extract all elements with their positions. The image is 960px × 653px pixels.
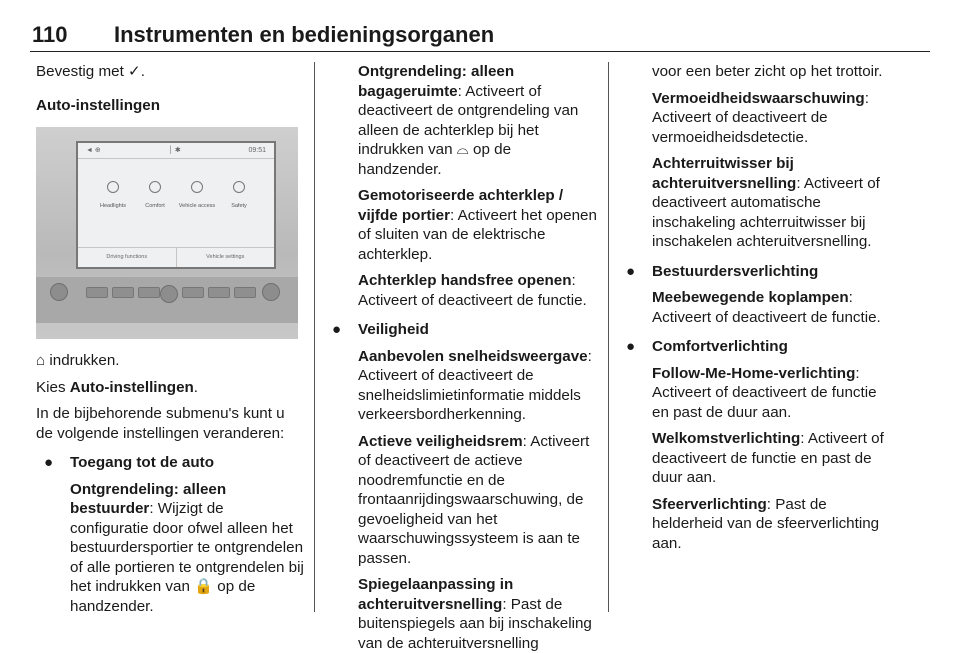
bullet-driver-lighting: ● Bestuurdersverlichting Meebewegende koplampen: Activeert of deactiveert de functie. [626, 262, 881, 326]
page-header [30, 22, 930, 52]
home-icon: ⌂ [36, 352, 46, 369]
bullet-comfort-lighting: ● Comfortverlichting Follow-Me-Home-verlichting: Activeert of deactiveert de functie en past de duur aan. Welkomstverlichting: Activeert of deactiveert de functie en past de duur aan. Sfeerverlichting: Past de helderheid van de sfeerverlichting aan. [626, 338, 884, 552]
section-title: Auto-instellingen [36, 96, 161, 114]
page-title: Instrumenten en bedieningsorganen [114, 22, 495, 47]
tile-vehicle-access: Vehicle access [178, 181, 216, 217]
column-2: Ontgrendeling: alleen bagageruimte: Activeert of deactiveert de ontgrendeling van alleen de achterklep bij het indrukken van ⌓ op de handzender. Gemotoriseerde achterklep / vijfde portier: Activeert het openen of sluiten van de elektrische achterklep. Achterklep handsfree openen: Activeert of deactiveert de functie. ● Veiligheid Aanbevolen snelheidsweergave: Activeert of deactiveert de snelheidslimietinformatie middels verkeersbordherkenning. Actieve veiligheidsrem: Activeert of deactiveert de actieve noodremfunctie en de frontaanrijdingswaarschuwing, de gevoeligheid van het waarschuwingssysteem is aan te passen. Spiegelaanpassing in achteruitversnelling: Past de buitenspiegels aan bij inschakeling van de achteruitversnelling [358, 62, 598, 653]
column-divider [608, 62, 609, 612]
confirm-text: Bevestig met ✓. [36, 63, 145, 80]
column-divider [314, 62, 315, 612]
infotainment-screen [76, 141, 276, 269]
left-knob [50, 283, 68, 301]
tile-headlights: Headlights [94, 181, 132, 217]
status-time: 09:51 [248, 147, 266, 154]
infotainment-photo [36, 127, 298, 339]
tile-comfort: Comfort [136, 181, 174, 217]
page-number: 110 [32, 22, 68, 47]
tile-safety: Safety [220, 181, 258, 217]
status-bar: ◄ ⊕ │ ✱ 09:51 [78, 143, 274, 159]
headlights-icon [107, 181, 119, 193]
bullet-safety: ● Veiligheid Aanbevolen snelheidsweergave: Activeert of deactiveert de snelheidslimietinformatie middels verkeersbordherkenning. Actieve veiligheidsrem: Activeert of deactiveert de actieve noodremfunctie en de frontaanrijdingswaarschuwing, de gevoeligheid van het waarschuwingssysteem is aan te passen. Spiegelaanpassing in achteruitversnelling: Past de buitenspiegels aan bij inschakeling van de achteruitversnelling [332, 321, 592, 652]
screen-bottom-buttons [78, 247, 274, 267]
volume-knob [160, 285, 178, 303]
submenu-intro: In de bijbehorende submenu's kunt u de volgende instellingen veranderen: [36, 405, 285, 442]
driving-functions-button: Driving functions [78, 248, 177, 267]
auto-settings-label: Auto-instellingen [69, 378, 194, 396]
safety-icon [233, 181, 245, 193]
vehicle-access-icon [191, 181, 203, 193]
column-1: Bevestig met ✓. Auto-instellingen ◄ ⊕ │ ✱ 09:51 Headlights Comfort Vehicle access Safety Driving functions Vehicle settings ⌂ indrukken. Kies Auto-instellingen. In de bijbehorende submenu's kunt u de volgende instellingen veranderen: ● Toegang tot de auto Ontgrendeling: alleen bestuurder: Wijzigt de configuratie door ofwel alleen het bestuurdersportier te ontgrendelen of alle portieren te ontgrendelen bij het indrukken van 🔒 op de handzender. [36, 63, 304, 615]
tailgate-key-icon: ⌓ [456, 141, 469, 158]
right-knob [262, 283, 280, 301]
center-console [36, 277, 298, 323]
bullet-access: ● Toegang tot de auto Ontgrendeling: alleen bestuurder: Wijzigt de configuratie door ofwel alleen het bestuurdersportier te ontgrendelen of alle portieren te ontgrendelen bij het indrukken van 🔒 op de handzender. [44, 454, 304, 615]
unlock-key-icon: 🔒 [194, 578, 214, 595]
vehicle-settings-button: Vehicle settings [206, 254, 245, 260]
comfort-icon [149, 181, 161, 193]
column-3: voor een beter zicht op het trottoir. Vermoeidheidswaarschuwing: Activeert of deactiveert de vermoeidheidsdetectie. Achterruitwisser bij achteruitversnelling: Activeert of deactiveert automatische inschakeling achterruitwisser bij inschakelen achteruitversnelling. ● Bestuurdersverlichting Meebewegende koplampen: Activeert of deactiveert de functie. ● Comfortverlichting Follow-Me-Home-verlichting: Activeert of deactiveert de functie en past de duur aan. Welkomstverlichting: Activeert of deactiveert de functie en past de duur aan. Sfeerverlichting: Past de helderheid van de sfeerverlichting aan. [652, 62, 892, 553]
